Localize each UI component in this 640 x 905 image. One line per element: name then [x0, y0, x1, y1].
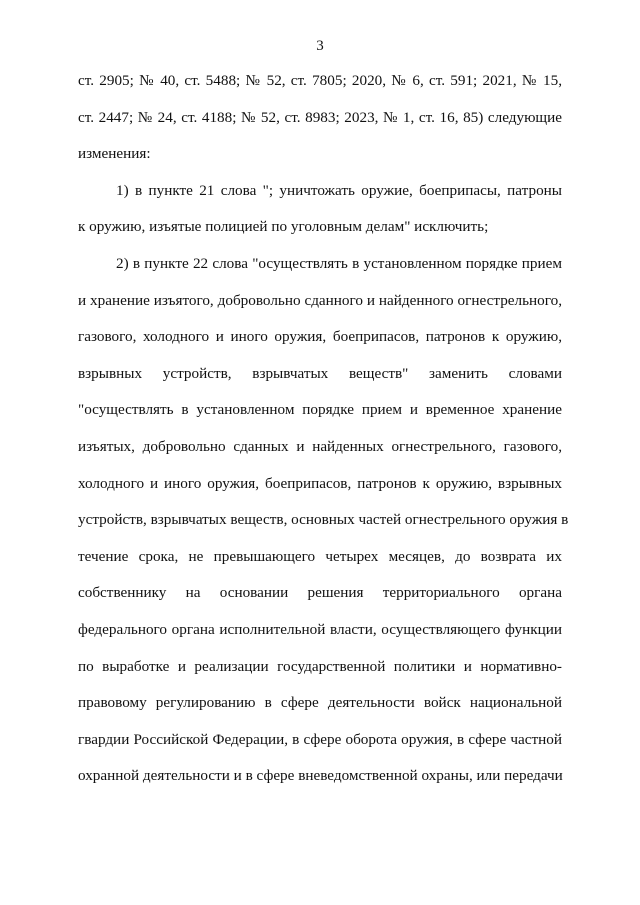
text-line: "осуществлять в установленном порядке прием и временное хранение	[78, 401, 562, 419]
text-line: изъятых, добровольно сданных и найденных огнестрельного, газового,	[78, 437, 562, 455]
page-number: 3	[316, 38, 324, 54]
text-line: охранной деятельности и в сфере вневедомственной охраны, или передачи	[78, 767, 563, 785]
text-line: 2) в пункте 22 слова "осуществлять в установленном порядке прием	[116, 254, 562, 272]
text-line: собственнику на основании решения территориального органа	[78, 584, 562, 602]
text-line: ст. 2447; № 24, ст. 4188; № 52, ст. 8983; 2023, № 1, ст. 16, 85) следующие	[78, 108, 562, 126]
text-line: и хранение изъятого, добровольно сданного и найденного огнестрельного,	[78, 291, 562, 309]
text-line: к оружию, изъятые полицией по уголовным делам" исключить;	[78, 218, 489, 236]
text-line: холодного и иного оружия, боеприпасов, патронов к оружию, взрывных	[78, 474, 562, 492]
document-body	[78, 63, 569, 795]
text-line: по выработке и реализации государственной политики и нормативно-	[78, 657, 562, 675]
text-line: взрывных устройств, взрывчатых веществ" заменить словами	[78, 364, 562, 382]
text-line: 1) в пункте 21 слова "; уничтожать оружие, боеприпасы, патроны	[116, 181, 562, 199]
text-line: течение срока, не превышающего четырех месяцев, до возврата их	[78, 547, 562, 565]
text-line: гвардии Российской Федерации, в сфере оборота оружия, в сфере частной	[78, 730, 562, 748]
text-line: изменения:	[78, 145, 151, 163]
text-line: федерального органа исполнительной власти, осуществляющего функции	[78, 620, 562, 638]
text-line: ст. 2905; № 40, ст. 5488; № 52, ст. 7805; 2020, № 6, ст. 591; 2021, № 15,	[78, 72, 562, 89]
text-line: устройств, взрывчатых веществ, основных частей огнестрельного оружия в	[78, 511, 569, 529]
text-line: правовому регулированию в сфере деятельности войск национальной	[78, 694, 562, 712]
text-line: газового, холодного и иного оружия, боеприпасов, патронов к оружию,	[78, 328, 562, 346]
